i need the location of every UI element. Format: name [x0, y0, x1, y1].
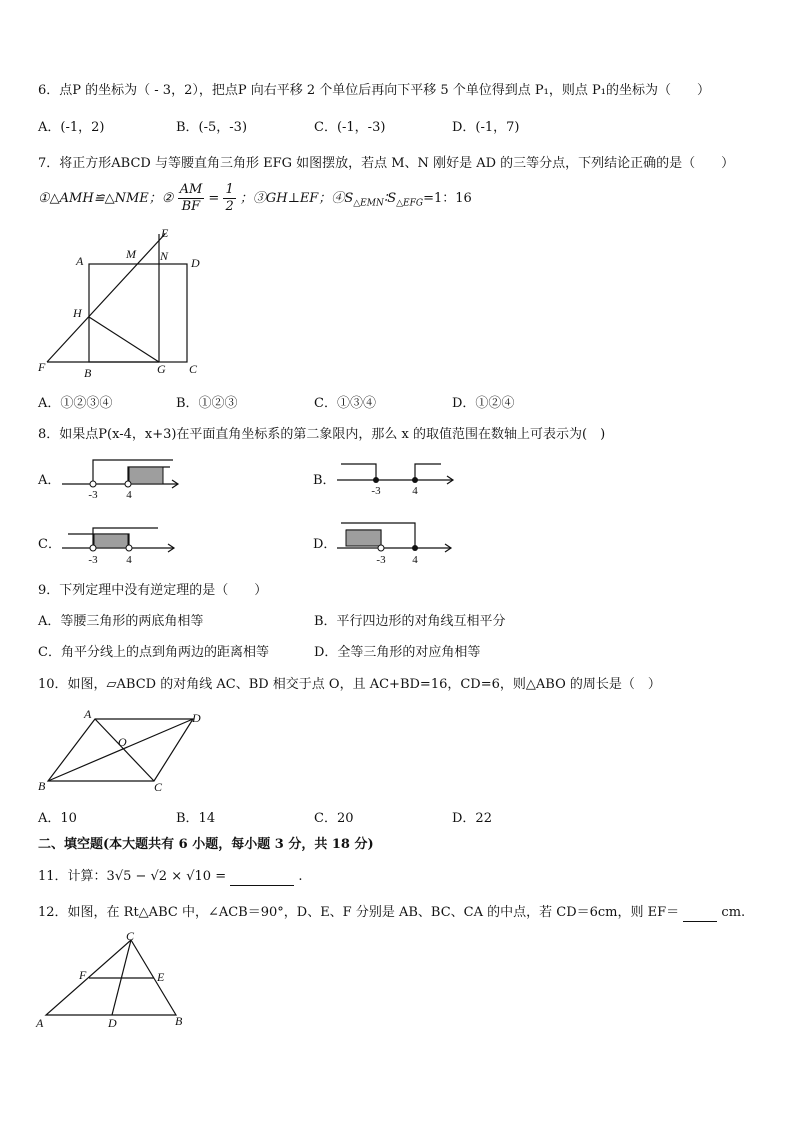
- q10-stem: 10．如图，▱ABCD 的对角线 AC、BD 相交于点 O，且 AC+BD=16，CD=6，则△ABO 的周长是（ ）: [38, 677, 661, 692]
- q8-numberline-d: [333, 518, 463, 568]
- q7-option-b[interactable]: B．①②③: [176, 396, 238, 411]
- label-a: A: [76, 254, 84, 268]
- tick-label-neg3: -3: [88, 489, 98, 501]
- label-e: E: [157, 970, 165, 984]
- label-e: E: [161, 226, 169, 240]
- q10-option-b[interactable]: B．14: [176, 811, 216, 826]
- q7-fraction-am-bf: $\frac{AM}{BF}$: [179, 182, 203, 214]
- diagonal-bd: [48, 719, 193, 781]
- section-title: 二、填空题(本大题共有 6 小题，每小题 3 分，共 18 分): [38, 837, 374, 852]
- q6-option-a[interactable]: A．(-1，2): [38, 120, 105, 135]
- label-b: B: [84, 366, 92, 380]
- label-d: D: [191, 256, 200, 270]
- q12-figure: [34, 928, 204, 1033]
- q9-stem: 9．下列定理中没有逆定理的是（ ）: [38, 583, 268, 598]
- q6-option-b[interactable]: B．(-5，-3): [176, 120, 248, 135]
- q9-option-c[interactable]: C．角平分线上的点到角两边的距离相等: [38, 645, 269, 660]
- label-a: A: [84, 707, 92, 721]
- q10-figure: [34, 703, 214, 798]
- label-f: F: [79, 968, 87, 982]
- q11-row: [38, 869, 303, 886]
- q9-option-a[interactable]: A．等腰三角形的两底角相等: [38, 614, 204, 629]
- q8-numberline-b: [333, 455, 463, 505]
- q9-option-d[interactable]: D．全等三角形的对应角相等: [314, 645, 481, 660]
- q7-option-c[interactable]: C．①③④: [314, 396, 376, 411]
- diagonal-ac: [95, 719, 154, 781]
- q11-stem: 11．计算：3√5 − √2 × √10 =: [38, 869, 227, 884]
- q8-option-d[interactable]: D．: [313, 537, 337, 552]
- tick-label-4: 4: [412, 554, 418, 566]
- q8-option-a[interactable]: A．: [38, 473, 61, 488]
- q7-stem: 7．将正方形ABCD 与等腰直角三角形 EFG 如图摆放，若点 M、N 刚好是 AD 的三等分点，下列结论正确的是（ ）: [38, 156, 735, 171]
- q12-unit: cm.: [721, 905, 746, 920]
- label-c: C: [189, 362, 198, 376]
- q7-option-a[interactable]: A．①②③④: [38, 396, 113, 411]
- q8-stem: 8．如果点P(x-4，x+3)在平面直角坐标系的第二象限内，那么 x 的取值范围在数轴上可表示为( ): [38, 427, 606, 442]
- q8-numberline-a: [58, 455, 188, 505]
- label-a: A: [36, 1016, 44, 1030]
- q12-row: [38, 905, 745, 922]
- line-ef: [47, 234, 165, 362]
- label-h: H: [73, 306, 82, 320]
- q10-option-d[interactable]: D．22: [452, 811, 492, 826]
- tick-label-neg3: -3: [371, 485, 381, 497]
- tick-label-neg3: -3: [376, 554, 386, 566]
- label-d: D: [192, 711, 201, 725]
- label-c: C: [126, 929, 135, 943]
- q10-option-a[interactable]: A．10: [38, 811, 77, 826]
- q11-answer-blank[interactable]: [230, 869, 294, 886]
- label-g: G: [157, 362, 166, 376]
- tick-label-4: 4: [126, 489, 132, 501]
- label-c: C: [154, 780, 163, 794]
- label-o: O: [118, 735, 127, 749]
- square-abcd: [89, 264, 187, 362]
- line-hg: [89, 317, 159, 362]
- tick-label-4: 4: [412, 485, 418, 497]
- q6-stem: 6．点P 的坐标为（ - 3，2），把点P 向右平移 2 个单位后再向下平移 5 个单位得到点 P₁，则点 P₁的坐标为（ ）: [38, 83, 710, 98]
- q7-conclusions: ①△AMH≌△NME；② $\frac{AM}{BF}$ = $\frac{1}{2}$ ；③GH⊥EF；$④S_{\triangle EMN}∶S_{\triangle EFG}=1$：16: [38, 182, 472, 214]
- q8-option-b[interactable]: B．: [313, 473, 336, 488]
- label-n: N: [160, 249, 169, 263]
- label-m: M: [126, 247, 136, 261]
- q10-option-c[interactable]: C．20: [314, 811, 354, 826]
- q6-option-d[interactable]: D．(-1，7): [452, 120, 520, 135]
- q8-option-c[interactable]: C．: [38, 537, 61, 552]
- q8-numberline-c: [58, 518, 188, 568]
- label-b: B: [175, 1014, 183, 1028]
- tick-label-neg3: -3: [88, 554, 98, 566]
- q7-figure: [30, 225, 220, 385]
- q11-end: .: [298, 869, 303, 884]
- q12-answer-blank[interactable]: [683, 905, 717, 922]
- q9-option-b[interactable]: B．平行四边形的对角线互相平分: [314, 614, 506, 629]
- q7-fraction-half: $\frac{1}{2}$: [225, 182, 234, 214]
- q7-option-d[interactable]: D．①②④: [452, 396, 515, 411]
- label-d: D: [108, 1016, 117, 1030]
- tick-label-4: 4: [126, 554, 132, 566]
- label-b: B: [38, 779, 46, 793]
- label-f: F: [38, 360, 46, 374]
- q6-option-c[interactable]: C．(-1，-3): [314, 120, 386, 135]
- q7-c1: ①△AMH≌△NME；②: [38, 191, 174, 206]
- q12-stem: 12．如图，在 Rt△ABC 中，∠ACB＝90°，D、E、F 分别是 AB、BC、CA 的中点，若 CD＝6cm，则 EF＝: [38, 905, 680, 920]
